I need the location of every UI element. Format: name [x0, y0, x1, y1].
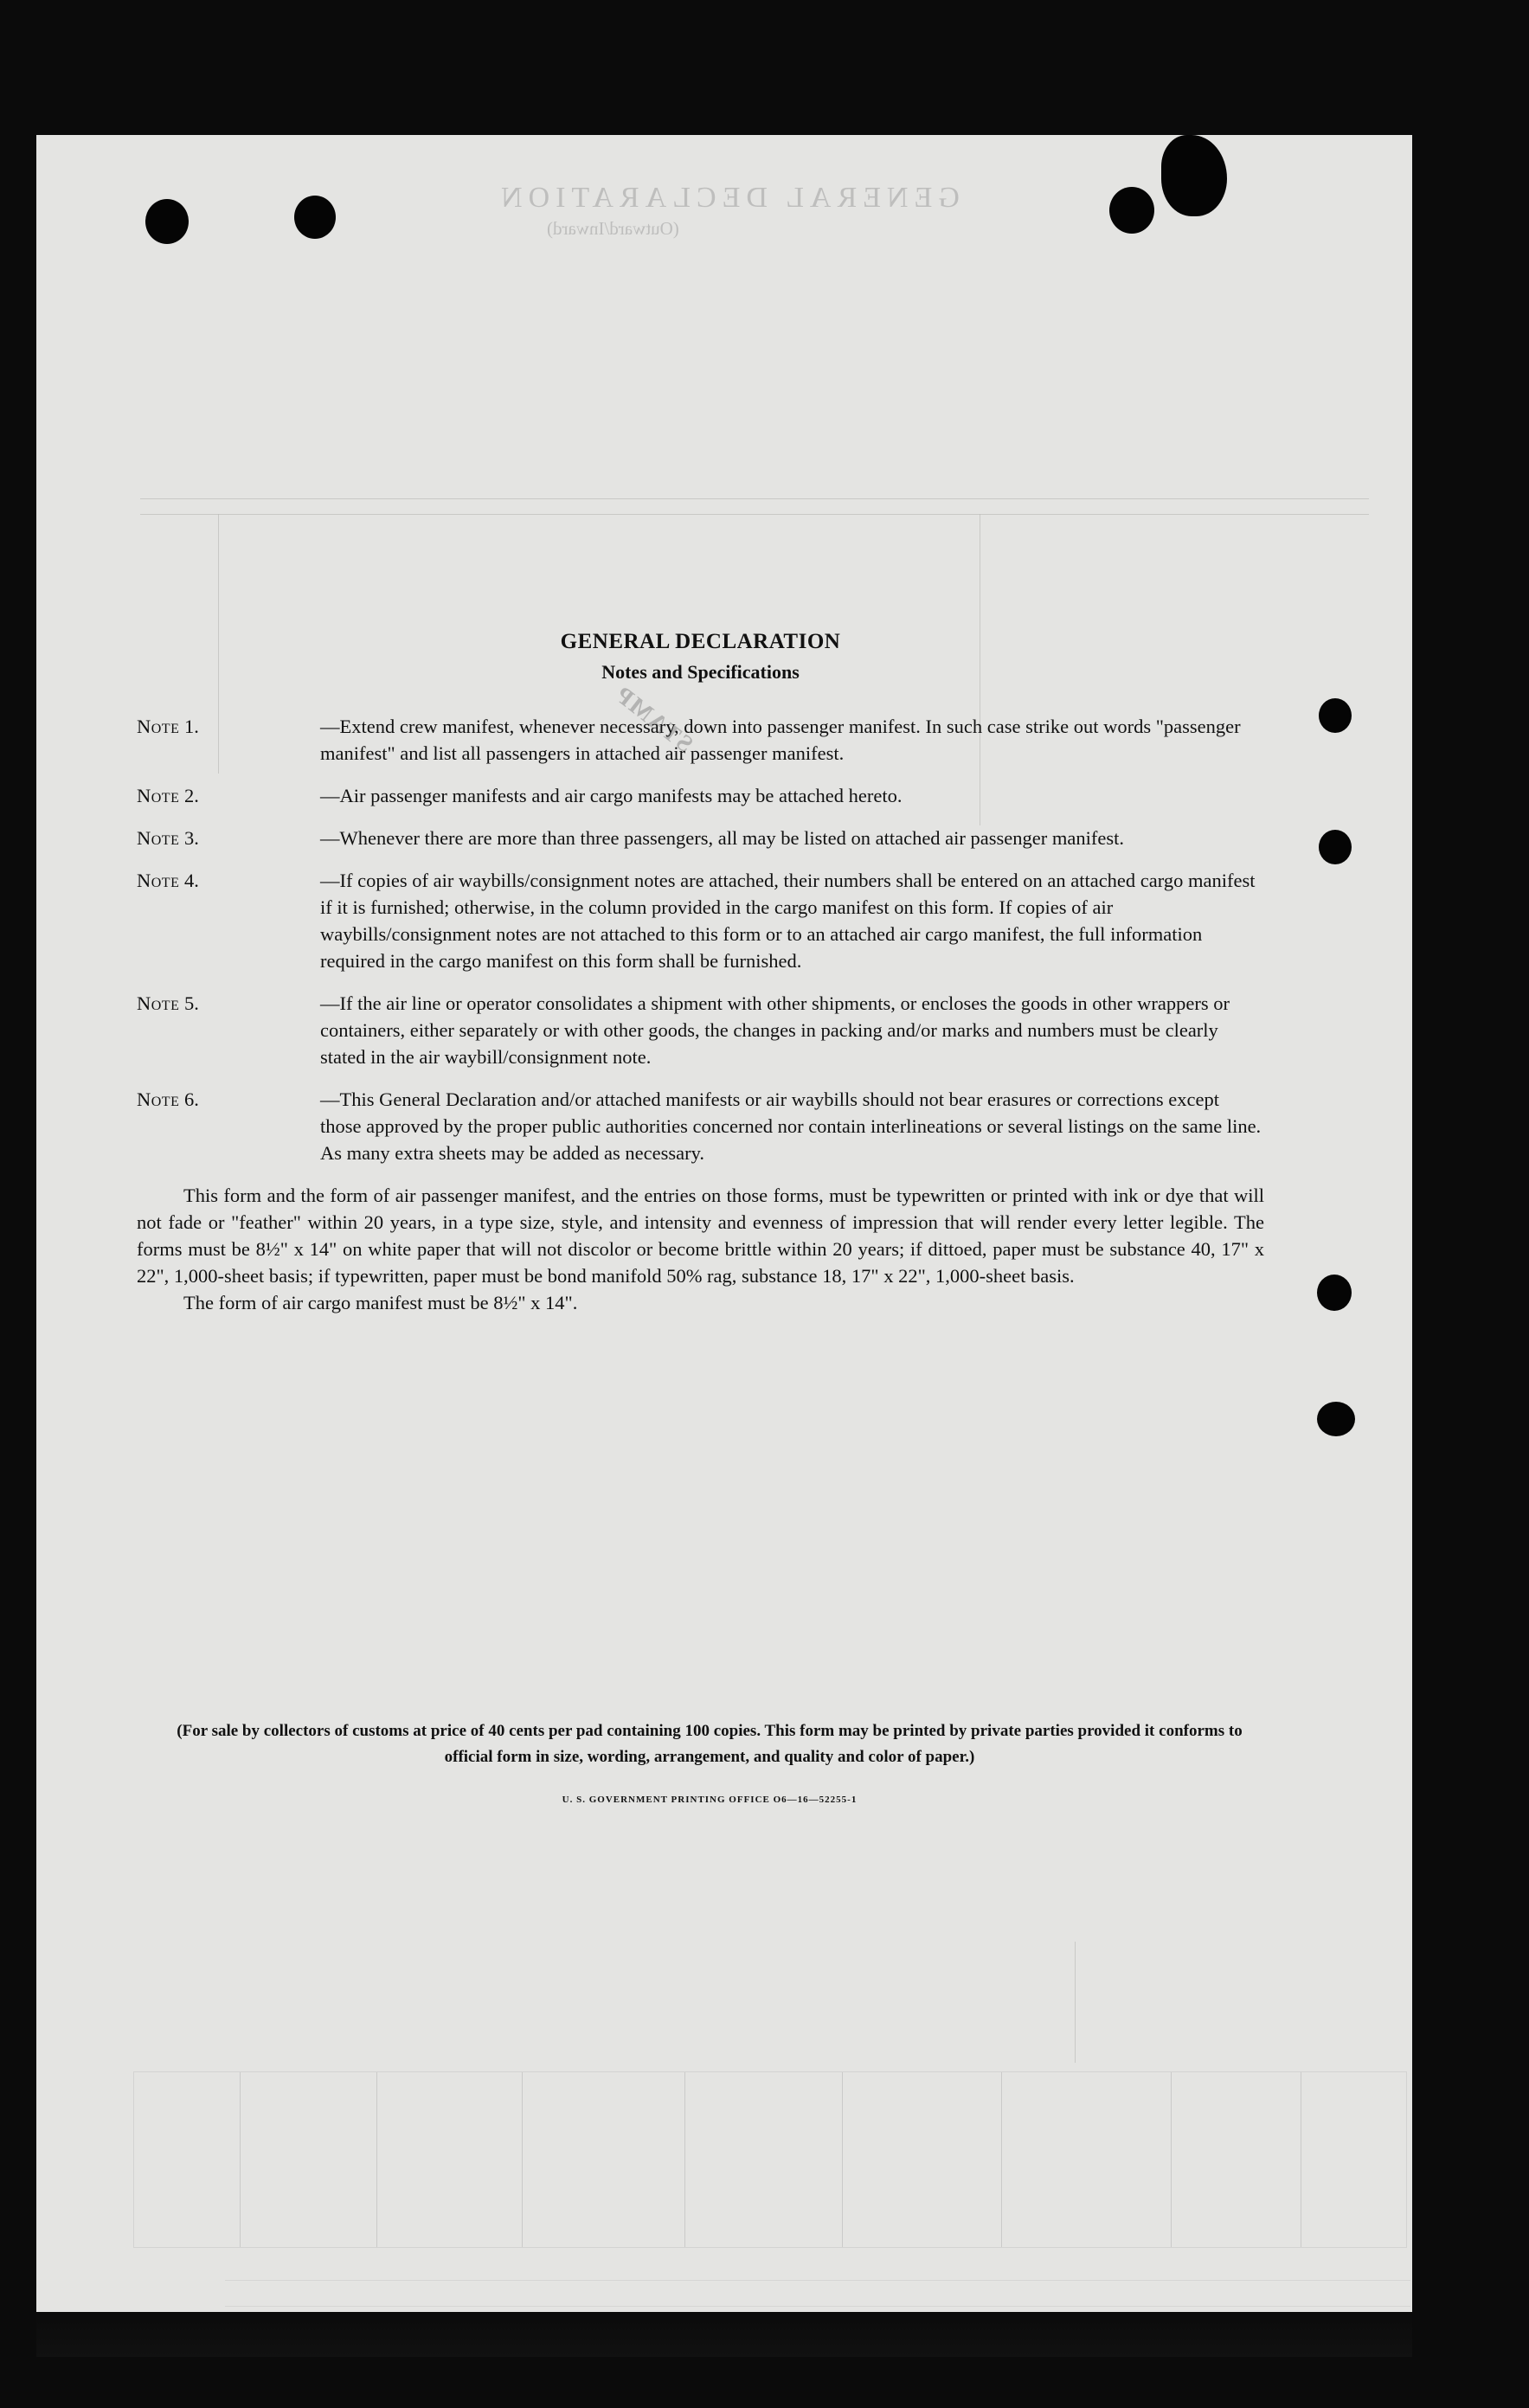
punch-hole: [1317, 1402, 1355, 1436]
note-label: Note 5.: [137, 992, 199, 1014]
scan-shadow: [36, 2312, 1412, 2357]
punch-hole: [294, 196, 336, 239]
note-label: Note 1.: [137, 716, 199, 737]
note-6: [137, 1086, 1264, 1166]
punch-hole: [1109, 187, 1154, 234]
note-label: Note 4.: [137, 870, 199, 891]
form-requirements-paragraph: This form and the form of air passenger manifest, and the entries on those forms, must be typewritten or printed with ink or dye that will not fade or "feather" within 20 years, in a type size, style, and intensity and evenness of impression that will render every letter legible. The forms must be 8½" x 14" on white paper that will not discolor or become brittle within 20 years; if dittoed, paper must be substance 40, 17" x 22", 1,000-sheet basis; if typewritten, paper must be bond manifold 50% rag, substance 18, 17" x 22", 1,000-sheet basis.: [137, 1185, 1264, 1287]
note-label: Note 3.: [137, 827, 199, 849]
document-text-block: [137, 630, 1264, 1316]
sale-note: (For sale by collectors of customs at price of 40 cents per pad containing 100 copies. This form may be printed by private parties provided it conforms to official form in size, wording, arrangement, and quality and color of paper.): [177, 1722, 1243, 1766]
punch-hole: [1319, 830, 1352, 864]
bleed-through-line: [140, 514, 1369, 515]
note-1: [137, 713, 1264, 767]
note-4: [137, 867, 1264, 974]
bleed-through-subheading: (Outward/Inward): [547, 218, 679, 239]
paper-damage: [1161, 135, 1227, 216]
document-footer: [164, 1718, 1255, 1805]
document-subtitle: Notes and Specifications: [601, 661, 800, 683]
cargo-manifest-size-note: The form of air cargo manifest must be 8½" x 14".: [183, 1292, 578, 1313]
note-label: Note 2.: [137, 785, 199, 806]
printing-office-line: U. S. GOVERNMENT PRINTING OFFICE O6—16—52255-1: [562, 1795, 858, 1805]
note-text: —If the air line or operator consolidates a shipment with other shipments, or encloses the goods in other wrappers or containers, either separately or with other goods, the changes in packing and/or marks and numbers must be clearly stated in the air waybill/consignment note.: [320, 992, 1230, 1068]
punch-hole: [1317, 1275, 1352, 1311]
document-title: GENERAL DECLARATION: [560, 630, 841, 653]
note-2: [137, 782, 1264, 809]
note-3: [137, 825, 1264, 851]
note-5: [137, 990, 1264, 1070]
punch-hole: [145, 199, 189, 244]
bleed-through-line: [1075, 1942, 1076, 2063]
note-label: Note 6.: [137, 1088, 199, 1110]
note-text: —Air passenger manifests and air cargo manifests may be attached hereto.: [320, 785, 903, 806]
bleed-through-heading: GENERAL DECLARATION: [495, 182, 960, 214]
punch-hole: [1319, 698, 1352, 733]
note-text: —Whenever there are more than three passengers, all may be listed on attached air passenger manifest.: [320, 827, 1124, 849]
bleed-through-cargo-table: [133, 2071, 1407, 2248]
bleed-through-stamp: STAMP: [608, 680, 698, 759]
bleed-through-line: [140, 498, 1369, 499]
note-text: —Extend crew manifest, whenever necessary, down into passenger manifest. In such case strike out words "passenger manifest" and list all passengers in attached air passenger manifest.: [320, 716, 1241, 764]
note-text: —This General Declaration and/or attached manifests or air waybills should not bear erasures or corrections except those approved by the proper public authorities concerned nor contain interlineations or several listings on the same line. As many extra sheets may be added as necessary.: [320, 1088, 1262, 1164]
note-text: —If copies of air waybills/consignment notes are attached, their numbers shall be entered on an attached cargo manifest if it is furnished; otherwise, in the column provided in the cargo manifest on this form. If copies of air waybills/consignment notes are not attached to this form or to an attached air cargo manifest, the full information required in the cargo manifest on this form shall be furnished.: [320, 870, 1256, 972]
